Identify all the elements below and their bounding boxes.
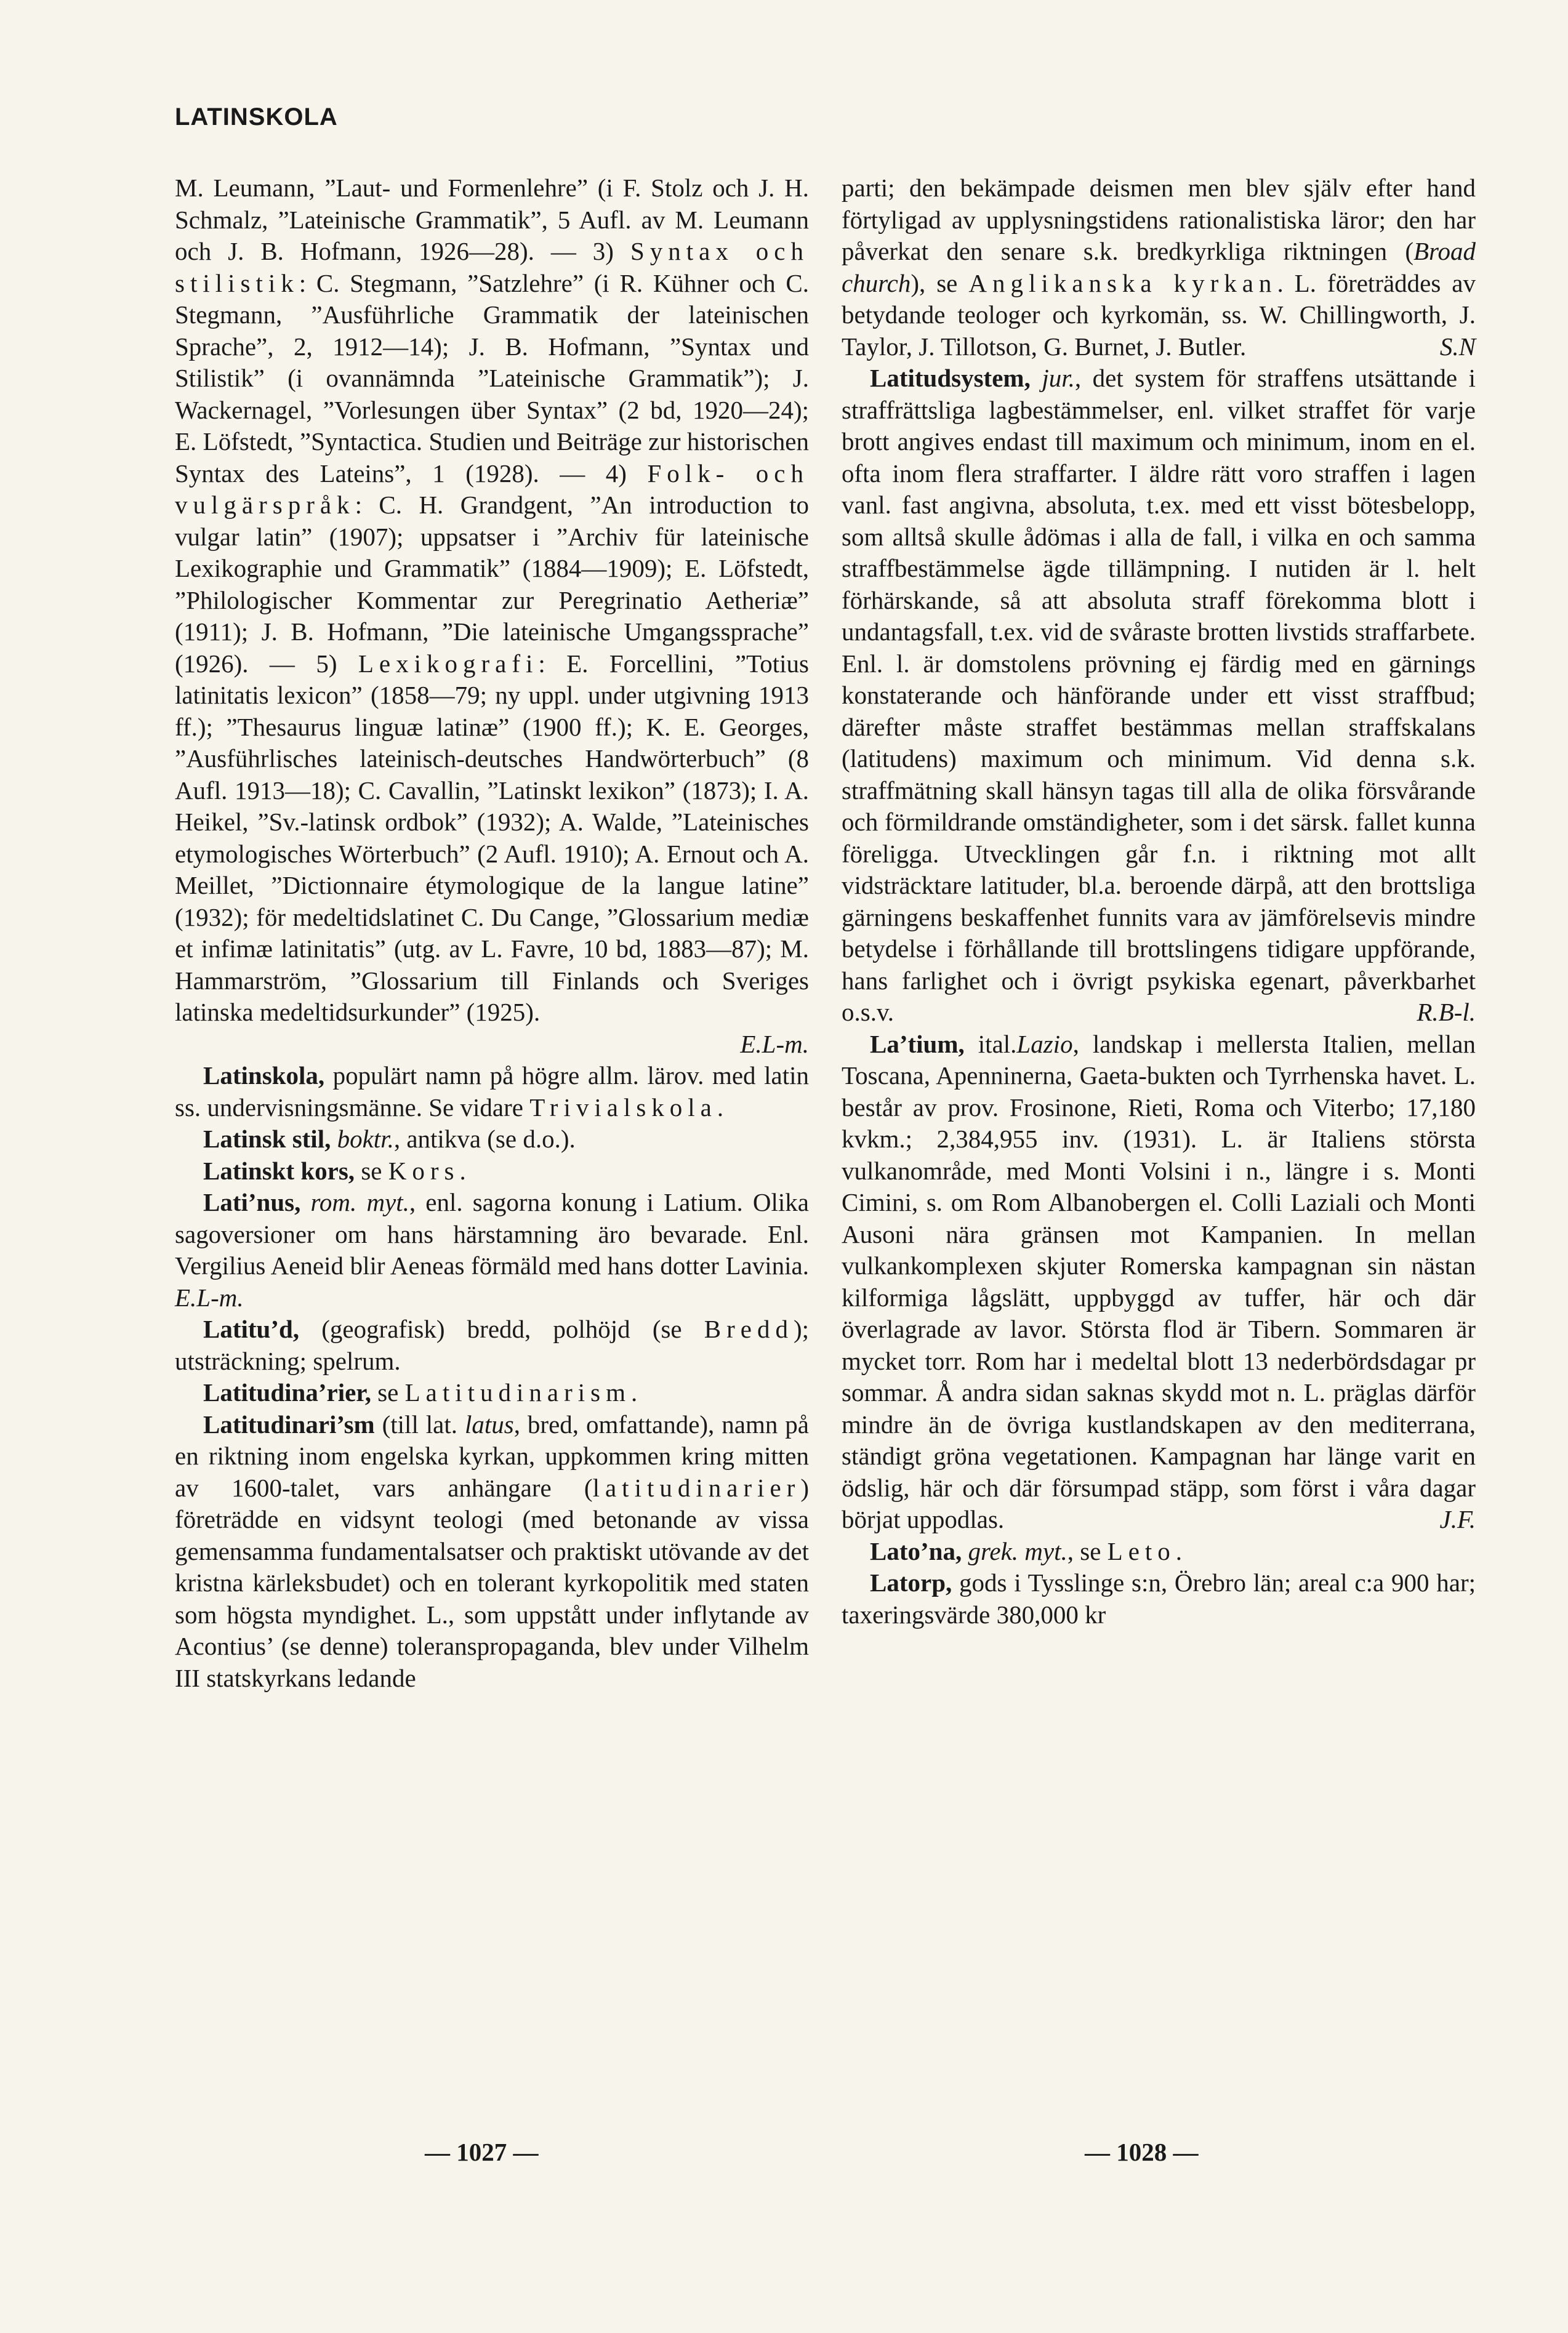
signature: E.L-m. [740,1029,809,1058]
entry-latitudinarier: Latitudina’rier, se Latitudinarism. [203,1378,638,1407]
entry-term: Latinsk stil, [203,1125,331,1153]
entry-latona: Lato’na, grek. myt., se Leto. [870,1536,1183,1565]
entry-latitudinarism: Latitudinari’sm (till lat. latus, bred, omfattande), namn på en riktning inom engelska kyrkan, uppkommen kring mitten av 1600-talet, vars anhängare (latitudinarier) företrädde en vidsynt teologi (med betonande av vissa gemensamma fundamentalsatser och praktiskt utövande av det kristna kärleksbudet) och en tolerant kyrkopolitik med staten som högsta myndighet. L., som uppstått under inflytande av Acontius’ (se denne) toleranspropaganda, blev under Vilhelm III statskyrkans ledande [175,1410,809,1692]
signature: E.L-m. [175,1283,244,1312]
entry-term: La’tium, [870,1029,965,1058]
signature: J.F. [1439,1505,1476,1533]
cross-reference: Latitudinarism [404,1378,632,1407]
cross-reference: Kors [388,1156,460,1185]
entry-term: Latinskola, [203,1061,325,1090]
entry-latinskola: Latinskola, populärt namn på högre allm. lärov. med latin ss. undervisningsmänne. Se vidare Trivialskola. [175,1061,809,1122]
entry-term: Latitudsystem, [870,364,1031,392]
entry-latin-bibliography: M. Leumann, ”Laut- und Formenlehre” (i F. Stolz och J. H. Schmalz, ”Lateinische Grammatik”, 5 Aufl. av M. Leumann och J. B. Hofmann, 1926—28). — 3) Syntax och stilistik: C. Stegmann, ”Satzlehre” (i R. Kühner och C. Stegmann, ”Ausführliche Grammatik der lateinischen Sprache”, 2, 1912—14); J. B. Hofmann, ”Syntax und Stilistik” (i ovannämnda ”Lateinische Grammatik”); J. Wackernagel, ”Vorlesungen über Syntax” (2 bd, 1920—24); E. Löfstedt, ”Syntactica. Studien und Beiträge zur historischen Syntax des Lateins”, 1 (1928). — 4) Folk- och vulgärspråk: C. H. Grandgent, ”An introduction to vulgar latin” (1907); uppsatser i ”Archiv für lateinische Lexikographie und Grammatik” (1884—1909); E. Löfstedt, ”Philologischer Kommentar zur Peregrinatio Aetheriæ” (1911); J. B. Hofmann, ”Die lateinische Umgangssprache” (1926). — 5) Lexikografi: E. Forcellini, ”Totius latinitatis lexicon” (1858—79; ny uppl. under utgivning 1913 ff.); ”Thesaurus linguæ latinæ” (1900 ff.); K. E. Georges, ”Ausführlisches lateinisch-deutsches Handwörterbuch” (8 Aufl. 1913—18); C. Cavallin, ”Latinskt lexikon” (1873); I. A. Heikel, ”Sv.-latinsk ordbok” (1932); A. Walde, ”Lateinisches etymologisches Wörterbuch” (2 Aufl. 1910); A. Ernout och A. Meillet, ”Dictionnaire étymologique de la langue latine” (1932); för medeltidslatinet C. Du Cange, ”Glossarium mediæ et infimæ latinitatis” (utg. av L. Favre, 10 bd, 1883—87); M. Hammarström, ”Glossarium till Finlands och Sveriges latinska medeltidsurkunder” (1925). E.L-m. [175,172,809,1060]
entry-term: Latitudina’rier, [203,1378,371,1407]
entry-term: Lato’na, [870,1536,962,1565]
cross-reference: Bredd [704,1315,794,1343]
cross-reference: Leto [1107,1536,1176,1565]
left-column [175,172,809,1694]
entry-term: Latitu’d, [203,1315,300,1343]
entry-latitud: Latitu’d, (geografisk) bredd, polhöjd (se Bredd); utsträckning; spelrum. [175,1315,809,1375]
page-header: LATINSKOLA [175,103,338,131]
entry-latinus: Lati’nus, rom. myt., enl. sagorna konung i Latium. Olika sagoversioner om hans härstamning äro bevarade. Enl. Vergilius Aeneid blir Aeneas förmäld med hans dotter Lavinia. E.L-m. [175,1188,809,1312]
entry-latorp: Latorp, gods i Tysslinge s:n, Örebro län; areal c:a 900 har; taxeringsvärde 380,000 kr [842,1568,1476,1629]
entry-term: Latinskt kors, [203,1156,355,1185]
entry-latitudinarism-continued: parti; den bekämpade deismen men blev själv efter hand förtyligad av upplysningstidens rationalistiska läror; den har påverkat den senare s.k. bredkyrkliga riktningen (Broad church), se Anglikanska kyrkan. L. företräddes av betydande teologer och kyrkomän, ss. W. Chillingworth, J. Taylor, J. Tillotson, G. Burnet, J. Butler. S.N [842,172,1476,363]
entry-latinskt-kors: Latinskt kors, se Kors. [203,1156,466,1185]
signature: R.B-l. [1417,998,1476,1026]
page-number-left: — 1027 — [425,2138,539,2166]
entry-latitudsystem: Latitudsystem, jur., det system för straffens utsättande i straffrättsliga lagbestämmelser, enl. vilket straffet för varje brott angives endast till maximum och minimum, inom en el. ofta inom flera straffarter. I äldre rätt voro straffen i lagen vanl. fast angivna, absoluta, t.ex. med ett visst bötesbelopp, som alltså skulle ådömas i alla de fall, i vilka en och samma straffbestämmelse ägde tillämpning. I nutiden är l. helt förhärskande, så att absoluta straff förekomma blott i undantagsfall, t.ex. vid de svåraste brotten livstids straffarbete. Enl. l. är domstolens prövning ej färdig med en gärnings konstaterande och hänförande under ett visst straffbud; därefter måste straffet bestämmas mellan straffskalans (latitudens) maximum och minimum. Vid denna s.k. straffmätning skall hänsyn tagas till alla de olika försvårande och förmildrande omständigheter, som i det särsk. fallet kunna föreligga. Utvecklingen går f.n. i riktning mot allt vidsträcktare latituder, bl.a. beroende därpå, att den brottsliga gärningens beskaffenhet funnits vara av jämförelsevis mindre betydelse i förhållande till brottslingens tidigare uppförande, hans farlighet och i övrigt psykiska egenart, påverkbarhet o.s.v. R.B-l. [842,363,1476,1029]
entry-latium: La’tium, ital.Lazio, landskap i mellersta Italien, mellan Toscana, Apenninerna, Gaeta-bukten och Tyrrhenska havet. L. består av prov. Frosinone, Rieti, Roma och Viterbo; 17,180 kvkm.; 2,384,955 inv. (1931). L. är Italiens största vulkanområde, med Monti Volsini i n., längre i s. Monti Cimini, s. om Rom Albanobergen el. Colli Laziali och Monti Ausoni nära gränsen mot Kampanien. In mellan vulkankomplexen skjuter Romerska kampagnan sin nästan kilformiga lågslätt, uppbyggd av tuffer, här och där överlagrade av lavor. Största flod är Tibern. Sommaren är mycket torr. Rom har i medeltal blott 13 nederbördsdagar pr sommar. Å andra sidan saknas skydd mot n. L. präglas därför mindre än de övriga kustlandskapen av den mediterrana, ständigt gröna vegetationen. Kampagnan har länge varit en ödslig, här och där försumpad stäpp, som först i våra dagar börjat uppodlas. J.F. [842,1029,1476,1536]
page-number-right: — 1028 — [1085,2138,1199,2166]
right-column [842,172,1476,1631]
signature: S.N [1439,332,1476,361]
entry-term: Lati’nus, [203,1188,301,1216]
entry-latinsk-stil: Latinsk stil, boktr., antikva (se d.o.). [203,1125,576,1153]
entry-term: Latorp, [870,1568,952,1597]
cross-reference: Anglikanska kyrkan [968,268,1277,297]
entry-term: Latitudinari’sm [203,1410,375,1439]
cross-reference: Trivialskola [529,1093,717,1122]
cross-reference: latitudinarier [592,1473,801,1502]
